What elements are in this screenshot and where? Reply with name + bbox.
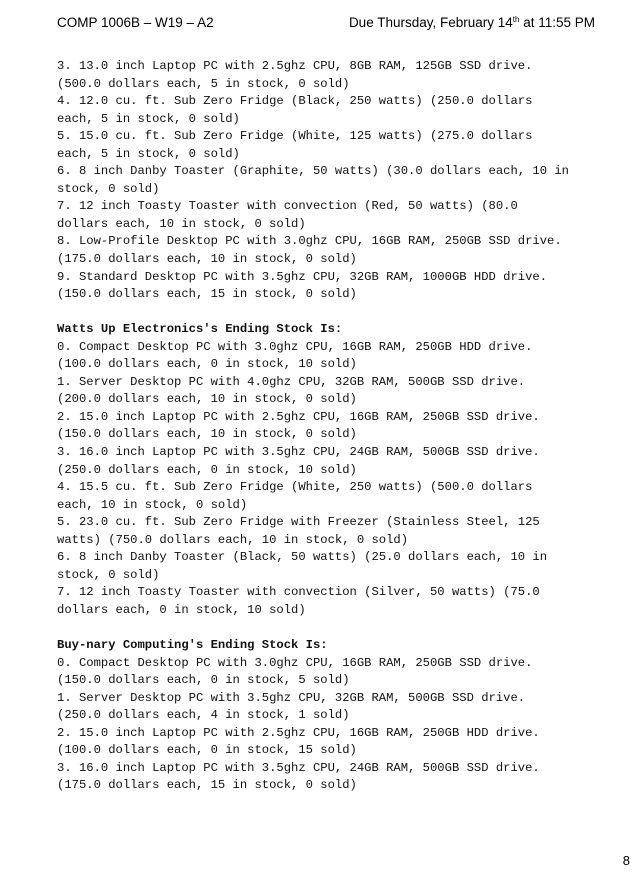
output-line: (175.0 dollars each, 15 in stock, 0 sold) bbox=[57, 778, 357, 793]
output-line: (250.0 dollars each, 0 in stock, 10 sold) bbox=[57, 462, 357, 477]
output-line: (100.0 dollars each, 0 in stock, 10 sold) bbox=[57, 357, 357, 372]
output-line: (150.0 dollars each, 15 in stock, 0 sold) bbox=[57, 287, 357, 302]
output-line: 9. Standard Desktop PC with 3.5ghz CPU, 32GB RAM, 1000GB HDD drive. bbox=[57, 269, 548, 284]
due-date-header bbox=[349, 15, 595, 30]
output-line: dollars each, 0 in stock, 10 sold) bbox=[57, 602, 306, 617]
output-line: 5. 15.0 cu. ft. Sub Zero Fridge (White, 125 watts) (275.0 dollars bbox=[57, 129, 533, 144]
buy-nary-stock-section bbox=[57, 637, 632, 795]
output-line: watts) (750.0 dollars each, 10 in stock, 0 sold) bbox=[57, 532, 409, 547]
output-line: (150.0 dollars each, 10 in stock, 0 sold) bbox=[57, 427, 357, 442]
output-line: (500.0 dollars each, 5 in stock, 0 sold) bbox=[57, 76, 350, 91]
section-heading: Watts Up Electronics's Ending Stock Is: bbox=[57, 322, 343, 337]
output-line: each, 10 in stock, 0 sold) bbox=[57, 497, 248, 512]
output-line: (175.0 dollars each, 10 in stock, 0 sold) bbox=[57, 252, 357, 267]
output-line: (100.0 dollars each, 0 in stock, 15 sold) bbox=[57, 743, 357, 758]
course-header: COMP 1006B – W19 – A2 bbox=[57, 15, 214, 30]
blank-line bbox=[57, 304, 632, 322]
due-date-suffix: at 11:55 PM bbox=[519, 15, 595, 30]
output-line: 1. Server Desktop PC with 4.0ghz CPU, 32GB RAM, 500GB SSD drive. bbox=[57, 374, 526, 389]
output-line: 8. Low-Profile Desktop PC with 3.0ghz CPU, 16GB RAM, 250GB SSD drive. bbox=[57, 234, 562, 249]
output-line: 7. 12 inch Toasty Toaster with convection (Silver, 50 watts) (75.0 bbox=[57, 585, 540, 600]
program-output bbox=[57, 58, 632, 795]
output-line: (200.0 dollars each, 10 in stock, 0 sold) bbox=[57, 392, 357, 407]
output-line: stock, 0 sold) bbox=[57, 181, 160, 196]
output-line: 4. 15.5 cu. ft. Sub Zero Fridge (White, 250 watts) (500.0 dollars bbox=[57, 480, 533, 495]
intro-stock-list bbox=[57, 58, 632, 304]
output-line: (150.0 dollars each, 0 in stock, 5 sold) bbox=[57, 673, 350, 688]
output-line: each, 5 in stock, 0 sold) bbox=[57, 146, 240, 161]
output-line: 2. 15.0 inch Laptop PC with 2.5ghz CPU, 16GB RAM, 250GB SSD drive. bbox=[57, 409, 540, 424]
output-line: dollars each, 10 in stock, 0 sold) bbox=[57, 216, 306, 231]
output-line: 7. 12 inch Toasty Toaster with convection (Red, 50 watts) (80.0 bbox=[57, 199, 518, 214]
output-line: 5. 23.0 cu. ft. Sub Zero Fridge with Freezer (Stainless Steel, 125 bbox=[57, 515, 540, 530]
blank-line bbox=[57, 620, 632, 638]
output-line: 2. 15.0 inch Laptop PC with 2.5ghz CPU, 16GB RAM, 250GB HDD drive. bbox=[57, 725, 540, 740]
output-line: 3. 16.0 inch Laptop PC with 3.5ghz CPU, 24GB RAM, 500GB SSD drive. bbox=[57, 445, 540, 460]
page-number: 8 bbox=[622, 853, 630, 868]
output-line: each, 5 in stock, 0 sold) bbox=[57, 111, 240, 126]
output-line: 1. Server Desktop PC with 3.5ghz CPU, 32GB RAM, 500GB SSD drive. bbox=[57, 690, 526, 705]
watts-up-stock-section bbox=[57, 321, 632, 619]
output-line: (250.0 dollars each, 4 in stock, 1 sold) bbox=[57, 708, 350, 723]
output-line: 6. 8 inch Danby Toaster (Black, 50 watts) (25.0 dollars each, 10 in bbox=[57, 550, 548, 565]
output-line: stock, 0 sold) bbox=[57, 567, 160, 582]
output-line: 3. 16.0 inch Laptop PC with 3.5ghz CPU, 24GB RAM, 500GB SSD drive. bbox=[57, 760, 540, 775]
output-line: 4. 12.0 cu. ft. Sub Zero Fridge (Black, 250 watts) (250.0 dollars bbox=[57, 94, 533, 109]
output-line: 0. Compact Desktop PC with 3.0ghz CPU, 16GB RAM, 250GB HDD drive. bbox=[57, 339, 533, 354]
section-heading: Buy-nary Computing's Ending Stock Is: bbox=[57, 638, 328, 653]
output-line: 0. Compact Desktop PC with 3.0ghz CPU, 16GB RAM, 250GB SSD drive. bbox=[57, 655, 533, 670]
output-line: 3. 13.0 inch Laptop PC with 2.5ghz CPU, 8GB RAM, 125GB SSD drive. bbox=[57, 59, 533, 73]
due-date-superscript: th bbox=[512, 15, 520, 24]
output-line: 6. 8 inch Danby Toaster (Graphite, 50 watts) (30.0 dollars each, 10 in bbox=[57, 164, 569, 179]
due-date-prefix: Due Thursday, February 14 bbox=[348, 15, 513, 30]
